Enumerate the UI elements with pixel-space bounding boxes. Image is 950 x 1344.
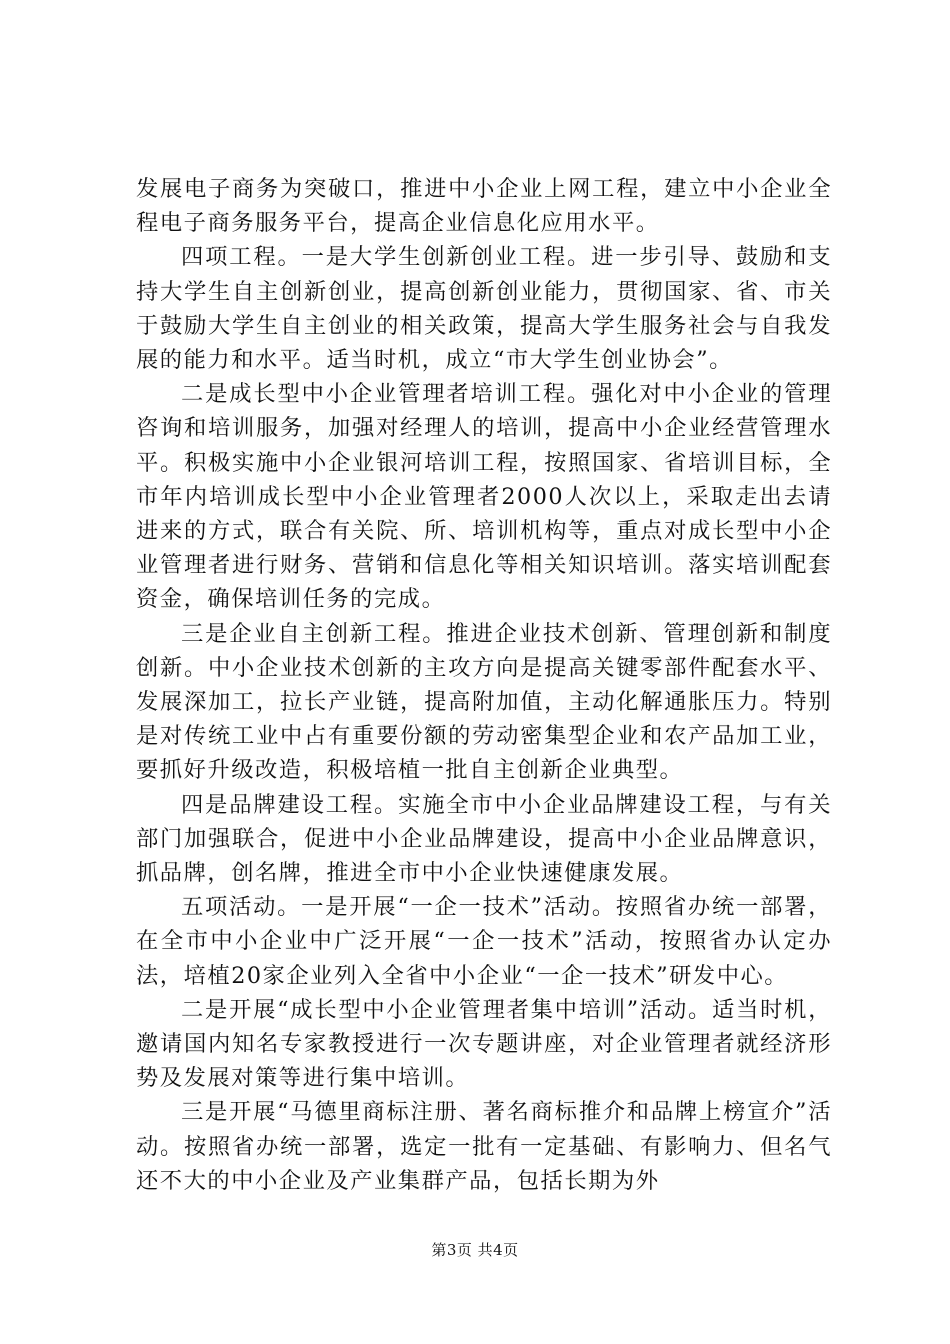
paragraph-4: 三是企业自主创新工程。推进企业技术创新、管理创新和制度创新。中小企业技术创新的主攻方向是提高关键零部件配套水平、发展深加工，拉长产业链，提高附加值，主动化解通胀压力。特别是对传统工业中占有重要份额的劳动密集型企业和农产品加工业，要抓好升级改造，积极培植一批自主创新企业典型。 [136,620,832,784]
paragraph-5: 四是品牌建设工程。实施全市中小企业品牌建设工程，与有关部门加强联合，促进中小企业品牌建设，提高中小企业品牌意识，抓品牌，创名牌，推进全市中小企业快速健康发展。 [136,791,832,887]
paragraph-3: 二是成长型中小企业管理者培训工程。强化对中小企业的管理咨询和培训服务，加强对经理人的培训，提高中小企业经营管理水平。积极实施中小企业银河培训工程，按照国家、省培训目标，全市年内培训成长型中小企业管理者2000人次以上，采取走出去请进来的方式，联合有关院、所、培训机构等，重点对成长型中小企业管理者进行财务、营销和信息化等相关知识培训。落实培训配套资金，确保培训任务的完成。 [136,381,832,613]
paragraph-1: 发展电子商务为突破口，推进中小企业上网工程，建立中小企业全程电子商务服务平台，提高企业信息化应用水平。 [136,176,832,237]
page-number-footer: 第3页 共4页 [431,1241,519,1259]
paragraph-8: 三是开展“马德里商标注册、著名商标推介和品牌上榜宣介”活动。按照省办统一部署，选定一批有一定基础、有影响力、但名气还不大的中小企业及产业集群产品，包括长期为外 [136,1099,832,1194]
body-text [136,172,832,1198]
paragraph-7: 二是开展“成长型中小企业管理者集中培训”活动。适当时机，邀请国内知名专家教授进行一次专题讲座，对企业管理者就经济形势及发展对策等进行集中培训。 [136,996,832,1092]
paragraph-2: 四项工程。一是大学生创新创业工程。进一步引导、鼓励和支持大学生自主创新创业，提高创新创业能力，贯彻国家、省、市关于鼓励大学生自主创业的相关政策，提高大学生服务社会与自我发展的能力和水平。适当时机，成立“市大学生创业协会”。 [136,244,832,374]
paragraph-6: 五项活动。一是开展“一企一技术”活动。按照省办统一部署，在全市中小企业中广泛开展“一企一技术”活动，按照省办认定办法，培植20家企业列入全省中小企业“一企一技术”研发中心。 [136,894,832,989]
